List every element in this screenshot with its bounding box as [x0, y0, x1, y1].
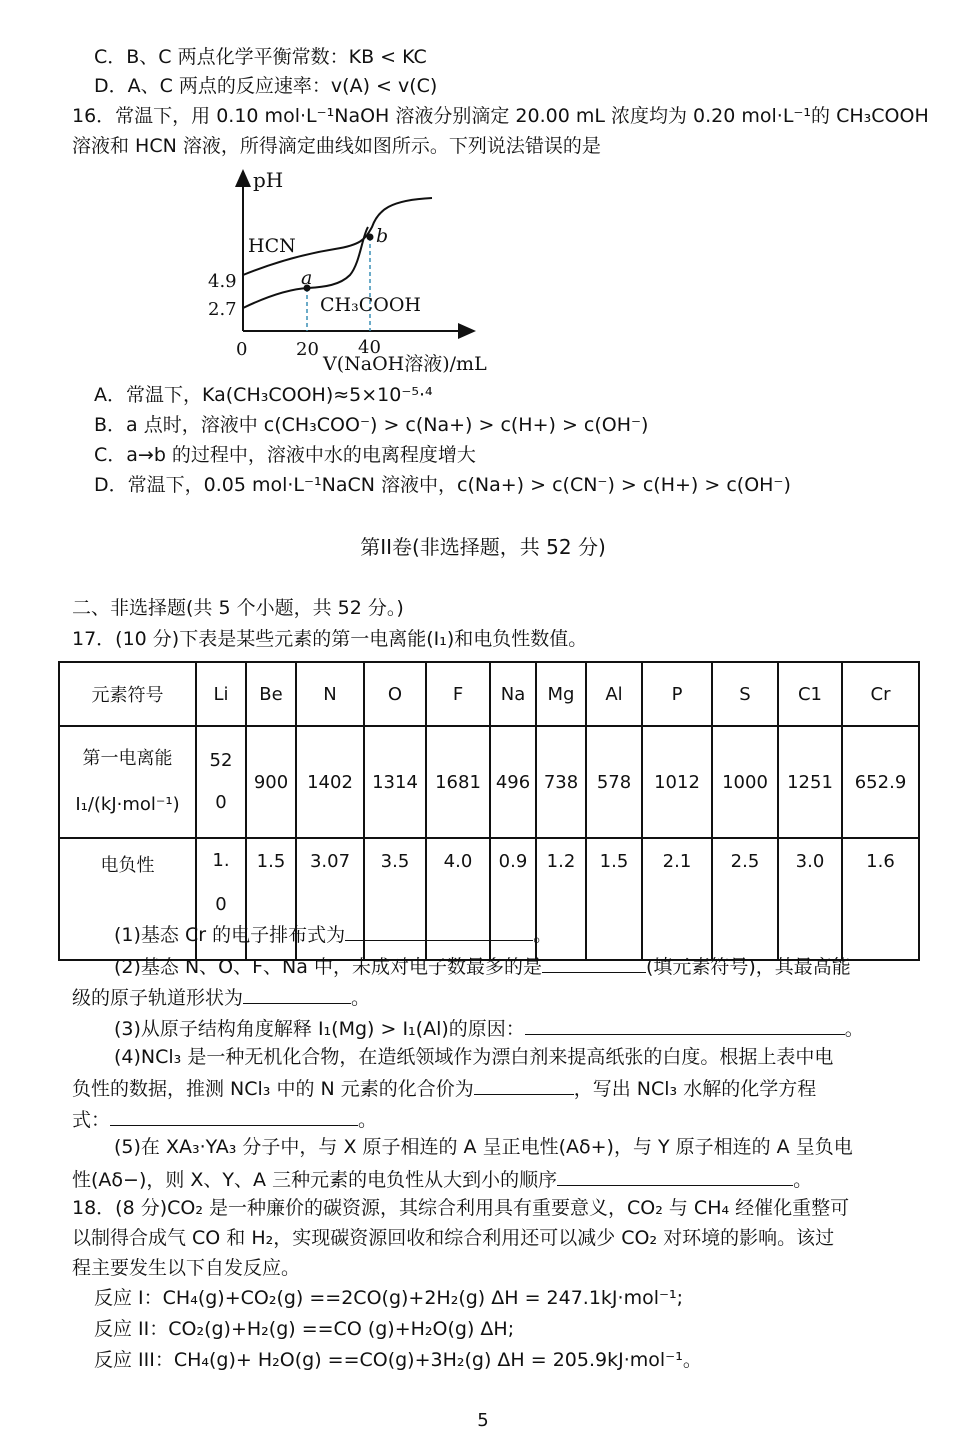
table-cell: 1012 — [642, 726, 712, 838]
q15-option-d: D．A、C 两点的反应速率：v(A) < v(C) — [94, 75, 438, 97]
table-cell: 578 — [586, 726, 642, 838]
table-cell: 1.6 — [842, 838, 919, 960]
header-label: 元素符号 — [59, 662, 196, 726]
x-tick-0: 0 — [236, 339, 248, 360]
row-label-electronegativity: 电负性 — [59, 838, 196, 960]
q17-part3-text: (3)从原子结构角度解释 I₁(Mg) > I₁(Al)的原因： — [114, 1018, 525, 1040]
table-cell: N — [296, 662, 364, 726]
point-a-label: a — [301, 267, 313, 289]
answer-blank[interactable] — [474, 1074, 574, 1095]
table-cell: 652.9 — [842, 726, 919, 838]
period: 。 — [844, 1018, 864, 1040]
x-tick-20: 20 — [296, 339, 319, 360]
q18-reaction-3: 反应 III：CH₄(g)+ H₂O(g) ==CO(g)+3H₂(g) ΔH = 205.9kJ·mol⁻¹。 — [94, 1349, 702, 1371]
q18-line1: 18．(8 分)CO₂ 是一种廉价的碳资源，其综合利用具有重要意义，CO₂ 与 CH₄ 经催化重整可 — [72, 1197, 850, 1219]
q17-part2-text: (2)基态 N、O、F、Na 中，未成对电子数最多的是 — [114, 956, 542, 978]
ch3cooh-label: CH₃COOH — [320, 294, 421, 316]
table-cell: 2.1 — [642, 838, 712, 960]
element-table — [58, 661, 920, 961]
q15-option-c: C．B、C 两点化学平衡常数：KB < KC — [94, 46, 427, 68]
period: 。 — [533, 924, 553, 946]
period: 。 — [358, 1109, 378, 1131]
table-cell: 1.5 — [246, 838, 296, 960]
table-cell: 738 — [536, 726, 586, 838]
table-cell: 496 — [490, 726, 536, 838]
q16-option-a: A．常温下，Ka(CH₃COOH)≈5×10⁻⁵·⁴ — [94, 384, 433, 406]
table-cell: 1681 — [426, 726, 490, 838]
q17-part2-text-c: 级的原子轨道形状为 — [72, 987, 244, 1009]
q16-option-d: D．常温下，0.05 mol·L⁻¹NaCN 溶液中，c(Na+) > c(CN⁻) > c(H+) > c(OH⁻) — [94, 474, 791, 496]
q16-stem-line2: 溶液和 HCN 溶液，所得滴定曲线如图所示。下列说法错误的是 — [72, 135, 601, 157]
answer-blank[interactable] — [243, 983, 351, 1004]
table-cell: 1402 — [296, 726, 364, 838]
table-cell: Na — [490, 662, 536, 726]
row-label-ionization — [59, 726, 196, 838]
table-cell: Mg — [536, 662, 586, 726]
q18-line2: 以制得合成气 CO 和 H₂，实现碳资源回收和综合利用还可以减少 CO₂ 对环境的影响。该过 — [72, 1227, 835, 1249]
point-b-marker — [367, 234, 374, 241]
q16-option-b: B．a 点时，溶液中 c(CH₃COO⁻) > c(Na+) > c(H+) > c(OH⁻) — [94, 414, 649, 436]
q17-part5-cont — [72, 1165, 812, 1193]
row-label-line1: 第一电离能 — [82, 748, 173, 769]
answer-blank[interactable] — [345, 920, 533, 941]
q17-part4-text-b: 负性的数据，推测 NCl₃ 中的 N 元素的化合价为 — [72, 1078, 474, 1100]
table-cell: 3.0 — [778, 838, 842, 960]
row-label-line2: I₁/(kJ·mol⁻¹) — [75, 794, 180, 815]
q17-part2 — [114, 952, 851, 980]
q17-part1 — [114, 920, 552, 948]
q16-option-c: C．a→b 的过程中，溶液中水的电离程度增大 — [94, 444, 476, 466]
q18-line3: 程主要发生以下自发反应。 — [72, 1257, 301, 1279]
q17-part1-text: (1)基态 Cr 的电子排布式为 — [114, 924, 346, 946]
table-cell: F — [426, 662, 490, 726]
q17-part5-text-b: 性(Aδ−)，则 X、Y、A 三种元素的电负性从大到小的顺序 — [72, 1169, 558, 1191]
table-row-symbols — [59, 662, 919, 726]
table-cell: 3.07 — [296, 838, 364, 960]
q17-part4-text-c: ，写出 NCl₃ 水解的化学方程 — [573, 1078, 817, 1100]
table-row-ionization — [59, 726, 919, 838]
answer-blank[interactable] — [557, 1165, 793, 1186]
q17-part3 — [114, 1014, 864, 1042]
table-cell: 2.5 — [712, 838, 778, 960]
answer-blank[interactable] — [525, 1014, 845, 1035]
q17-part5: (5)在 XA₃·YA₃ 分子中，与 X 原子相连的 A 呈正电性(Aδ+)，与 Y 原子相连的 A 呈负电 — [114, 1136, 853, 1158]
y-tick-4.9: 4.9 — [208, 271, 237, 292]
titration-graph — [200, 165, 510, 380]
hcn-label: HCN — [248, 235, 296, 257]
q17-part4: (4)NCl₃ 是一种无机化合物，在造纸领域作为漂白剂来提高纸张的白度。根据上表中电 — [114, 1046, 834, 1068]
table-cell: 0.9 — [490, 838, 536, 960]
page-number: 5 — [477, 1410, 489, 1431]
table-cell: 4.0 — [426, 838, 490, 960]
answer-blank[interactable] — [110, 1105, 358, 1126]
table-cell: 3.5 — [364, 838, 426, 960]
q17-part4-eq — [72, 1105, 377, 1133]
q16-stem-line1: 16．常温下，用 0.10 mol·L⁻¹NaOH 溶液分别滴定 20.00 mL 浓度均为 0.20 mol·L⁻¹的 CH₃COOH — [72, 105, 929, 127]
table-cell: Be — [246, 662, 296, 726]
table-cell: 1000 — [712, 726, 778, 838]
y-tick-2.7: 2.7 — [208, 299, 237, 320]
q17-part2-cont — [72, 983, 370, 1011]
table-cell: S — [712, 662, 778, 726]
table-cell: Cr — [842, 662, 919, 726]
q17-stem: 17．(10 分)下表是某些元素的第一电离能(I₁)和电负性数值。 — [72, 628, 588, 650]
q17-part4-text-d: 式： — [72, 1109, 111, 1131]
table-cell: 1.2 — [536, 838, 586, 960]
q18-reaction-1: 反应 I：CH₄(g)+CO₂(g) ==2CO(g)+2H₂(g) ΔH = 247.1kJ·mol⁻¹; — [94, 1287, 684, 1309]
graph-xlabel: V(NaOH溶液)/mL — [323, 353, 487, 375]
table-cell: 1.5 — [586, 838, 642, 960]
section-subtitle: 二、非选择题(共 5 个小题，共 52 分。) — [72, 597, 404, 619]
table-cell: 900 — [246, 726, 296, 838]
table-cell: Al — [586, 662, 642, 726]
table-cell: O — [364, 662, 426, 726]
table-cell: P — [642, 662, 712, 726]
table-cell: 52 0 — [196, 726, 246, 838]
period: 。 — [793, 1169, 813, 1191]
q17-part4-cont — [72, 1074, 816, 1102]
table-cell: C1 — [778, 662, 842, 726]
period: 。 — [351, 987, 371, 1009]
table-cell: 1251 — [778, 726, 842, 838]
point-b-label: b — [376, 225, 389, 247]
table-cell: 1314 — [364, 726, 426, 838]
section-title: 第II卷(非选择题，共 52 分) — [360, 535, 606, 559]
table-cell: 1. 0 — [196, 838, 246, 960]
graph-ylabel: pH — [253, 168, 284, 192]
q18-reaction-2: 反应 II：CO₂(g)+H₂(g) ==CO (g)+H₂O(g) ΔH; — [94, 1318, 515, 1340]
table-cell: Li — [196, 662, 246, 726]
x-tick-40: 40 — [358, 337, 381, 358]
q17-part2-text-b: (填元素符号)，其最高能 — [645, 956, 851, 978]
answer-blank[interactable] — [542, 952, 646, 973]
